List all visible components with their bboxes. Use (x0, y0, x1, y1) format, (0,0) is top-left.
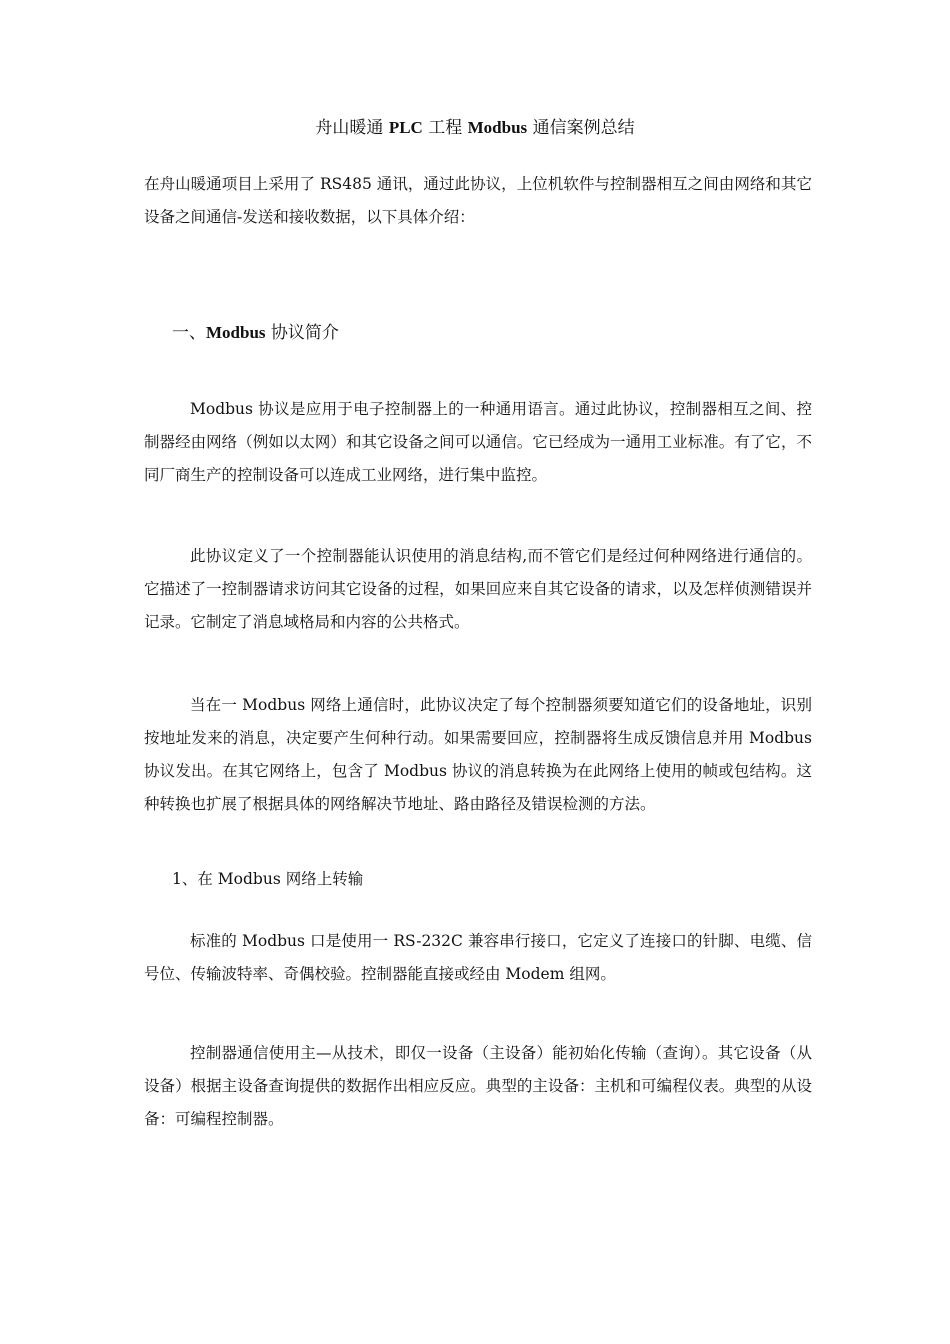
intro-paragraph: 在舟山暖通项目上采用了 RS485 通讯，通过此协议，上位机软件与控制器相互之间由网络和其它设备之间通信-发送和接收数据，以下具体介绍： (144, 175, 812, 226)
subsection-heading: 1、在 Modbus 网络上转输 (172, 870, 364, 888)
title-text-1: 舟山暖通 (315, 118, 389, 138)
paragraph-network-communication: 当在一 Modbus 网络上通信时，此协议决定了每个控制器须要知道它们的设备地址，识别按地址发来的消息，决定要产生何种行动。如果需要回应，控制器将生成反馈信息并用 Modbus 协议发出。在其它网络上，包含了 Modbus 协议的消息转换为在此网络上使用的帧或包结构。这种转换也扩展了根据具体的网络解决节地址、路由路径及错误检测的方法。 (144, 696, 812, 813)
paragraph-master-slave: 控制器通信使用主—从技术，即仅一设备（主设备）能初始化传输（查询）。其它设备（从设备）根据主设备查询提供的数据作出相应反应。典型的主设备：主机和可编程仪表。典型的从设备：可编程控制器。 (144, 1044, 812, 1128)
section-heading (172, 320, 339, 346)
title-text-2: 工程 (422, 118, 468, 138)
section-heading-bold: Modbus (206, 323, 266, 342)
document-title (0, 116, 950, 140)
title-text-3: 通信案例总结 (527, 118, 635, 138)
paragraph-protocol-definition: 此协议定义了一个控制器能认识使用的消息结构,而不管它们是经过何种网络进行通信的。它描述了一控制器请求访问其它设备的过程，如果回应来自其它设备的请求，以及怎样侦测错误并记录。它制定了消息域格局和内容的公共格式。 (144, 547, 812, 631)
title-bold-modbus: Modbus (467, 118, 528, 137)
section-heading-prefix: 一、 (172, 323, 206, 343)
paragraph-standard-port: 标准的 Modbus 口是使用一 RS-232C 兼容串行接口，它定义了连接口的针脚、电缆、信号位、传输波特率、奇偶校验。控制器能直接或经由 Modem 组网。 (144, 932, 812, 983)
title-bold-plc: PLC (388, 118, 423, 137)
section-heading-suffix: 协议简介 (265, 323, 339, 343)
paragraph-modbus-intro: Modbus 协议是应用于电子控制器上的一种通用语言。通过此协议，控制器相互之间、控制器经由网络（例如以太网）和其它设备之间可以通信。它已经成为一通用工业标准。有了它，不同厂商生产的控制设备可以连成工业网络，进行集中监控。 (144, 400, 812, 484)
